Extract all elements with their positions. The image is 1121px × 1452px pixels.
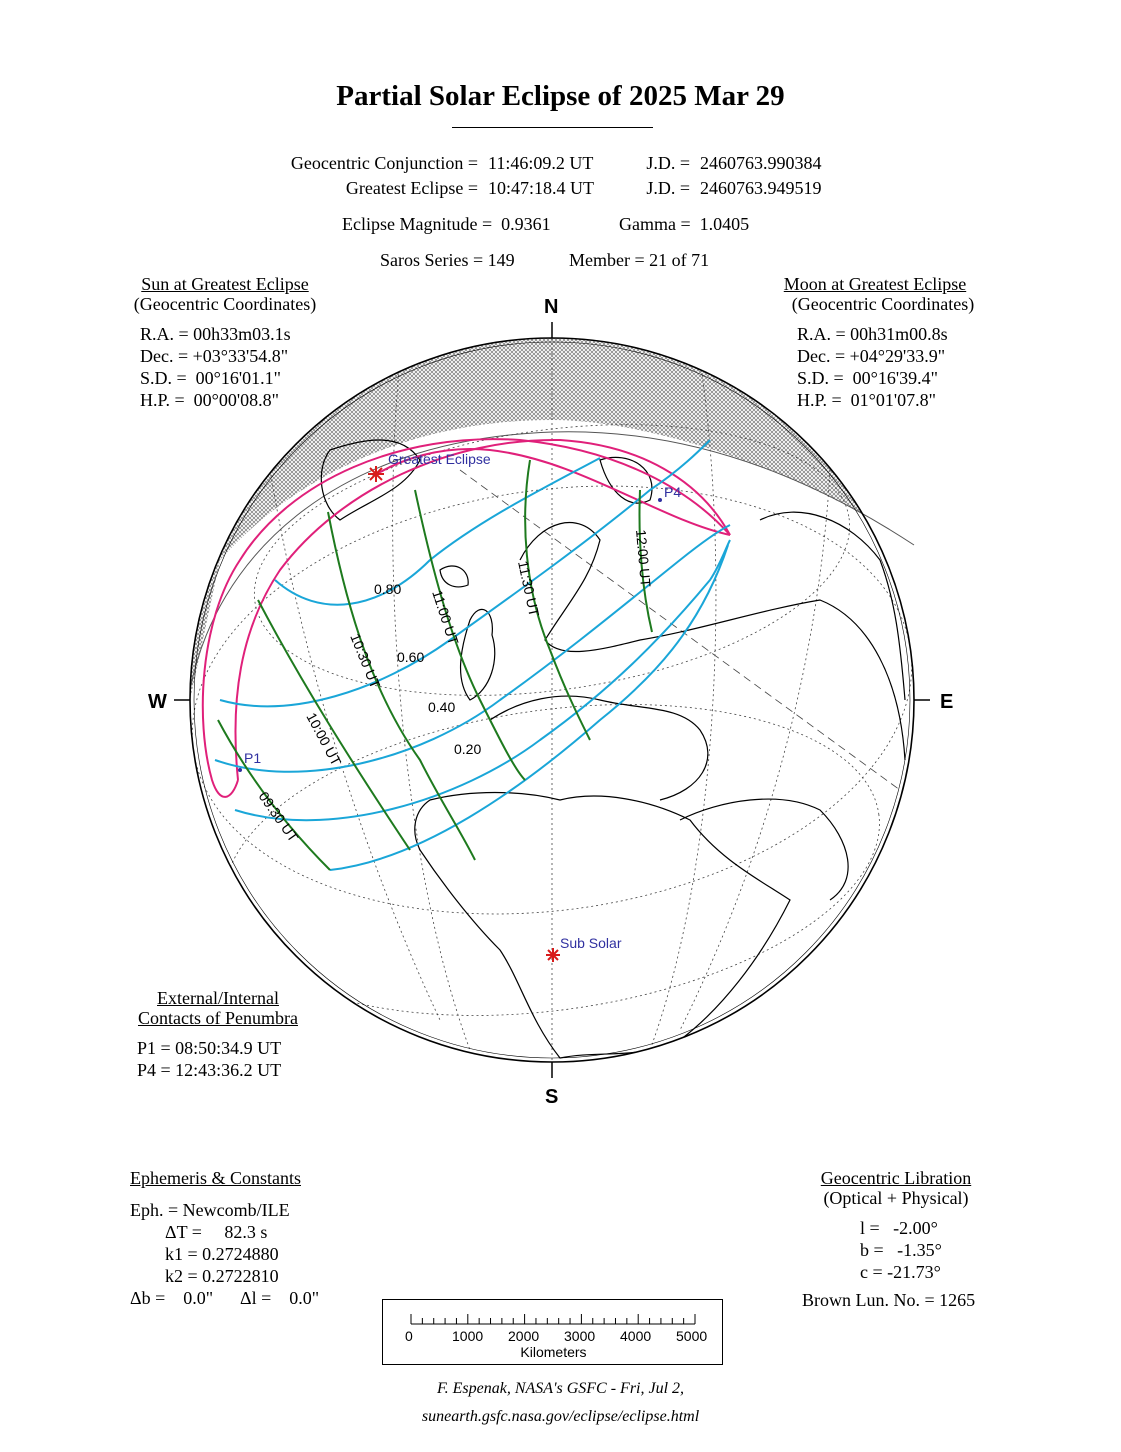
moon-dec: Dec. = +04°29'33.9" xyxy=(797,346,946,366)
ephemeris-delta-t: ΔT = 82.3 s xyxy=(165,1222,268,1242)
ephemeris-eph: Eph. = Newcomb/ILE xyxy=(130,1200,290,1220)
conjunction-jd-label: J.D. = xyxy=(646,153,690,173)
sub-solar-label: Sub Solar xyxy=(560,935,622,951)
greatest-eclipse-jd-label: J.D. = xyxy=(646,178,690,198)
sun-subheading: (Geocentric Coordinates) xyxy=(133,294,317,314)
credit-author: F. Espenak, NASA's GSFC - Fri, Jul 2, xyxy=(436,1380,685,1397)
libration-l: l = -2.00° xyxy=(860,1218,938,1238)
contacts-heading-2: Contacts of Penumbra xyxy=(138,1008,298,1028)
sun-hp: H.P. = 00°00'08.8" xyxy=(140,390,279,410)
saros-member: Member = 21 of 71 xyxy=(569,250,710,270)
magnitude-label-020: 0.20 xyxy=(454,741,482,757)
greatest-eclipse-marker xyxy=(368,466,384,482)
compass-south: S xyxy=(545,1086,559,1108)
scale-tick-5000: 5000 xyxy=(676,1328,708,1344)
p1-dot xyxy=(238,768,242,772)
moon-subheading: (Geocentric Coordinates) xyxy=(791,294,975,314)
ephemeris-k2: k2 = 0.2722810 xyxy=(165,1266,279,1286)
ephemeris-k1: k1 = 0.2724880 xyxy=(165,1244,279,1264)
sub-solar-marker xyxy=(546,948,560,962)
gamma: Gamma = 1.0405 xyxy=(619,214,750,234)
eclipse-magnitude: Eclipse Magnitude = 0.9361 xyxy=(342,214,551,234)
moon-sd: S.D. = 00°16'39.4" xyxy=(797,368,938,388)
brown-lunation-number: Brown Lun. No. = 1265 xyxy=(802,1290,976,1310)
time-label-1130: 11:30 UT xyxy=(515,559,543,618)
sun-ra: R.A. = 00h33m03.1s xyxy=(140,324,291,344)
ephemeris-delta-l: Δl = 0.0" xyxy=(240,1288,320,1308)
ephemeris-heading: Ephemeris & Constants xyxy=(130,1168,301,1188)
p4-dot xyxy=(658,498,662,502)
contacts-heading-1: External/Internal xyxy=(157,988,279,1008)
credit-url: sunearth.gsfc.nasa.gov/eclipse/eclipse.html xyxy=(421,1408,700,1425)
sun-heading: Sun at Greatest Eclipse xyxy=(141,274,309,294)
p4-label: P4 xyxy=(664,484,682,500)
contact-p1: P1 = 08:50:34.9 UT xyxy=(137,1038,282,1058)
moon-ra: R.A. = 00h31m00.8s xyxy=(797,324,948,344)
magnitude-label-060: 0.60 xyxy=(397,649,425,665)
time-label-1200: 12:00 UT xyxy=(633,528,654,588)
libration-heading: Geocentric Libration xyxy=(820,1168,972,1188)
greatest-eclipse-label: Greatest Eclipse xyxy=(388,451,491,467)
greatest-eclipse-label: Greatest Eclipse = xyxy=(345,178,478,198)
conjunction-time: 11:46:09.2 UT xyxy=(488,153,594,173)
compass-west: W xyxy=(148,691,167,713)
moon-hp: H.P. = 01°01'07.8" xyxy=(797,390,936,410)
p1-label: P1 xyxy=(244,750,262,766)
libration-subheading: (Optical + Physical) xyxy=(823,1188,969,1208)
scale-tick-3000: 3000 xyxy=(564,1328,596,1344)
scale-tick-4000: 4000 xyxy=(620,1328,652,1344)
contact-p4: P4 = 12:43:36.2 UT xyxy=(137,1060,282,1080)
ephemeris-delta-b: Δb = 0.0" xyxy=(130,1288,214,1308)
libration-b: b = -1.35° xyxy=(860,1240,942,1260)
moon-heading: Moon at Greatest Eclipse xyxy=(783,274,967,294)
time-label-1100: 11:00 UT xyxy=(429,587,462,647)
scale-tick-0: 0 xyxy=(405,1328,413,1344)
magnitude-label-040: 0.40 xyxy=(428,699,456,715)
conjunction-jd: 2460763.990384 xyxy=(700,153,822,173)
libration-c: c = -21.73° xyxy=(860,1262,941,1282)
magnitude-label-080: 0.80 xyxy=(374,581,402,597)
time-label-0930: 09:30 UT xyxy=(255,788,302,845)
conjunction-label: Geocentric Conjunction = xyxy=(290,153,478,173)
page-title: Partial Solar Eclipse of 2025 Mar 29 xyxy=(336,80,785,112)
scale-tick-1000: 1000 xyxy=(452,1328,484,1344)
time-label-1000: 10:00 UT xyxy=(303,709,345,769)
scale-tick-2000: 2000 xyxy=(508,1328,540,1344)
time-label-1030: 10:30 UT xyxy=(347,631,384,691)
compass-north: N xyxy=(544,296,559,318)
scale-bar xyxy=(382,1299,723,1365)
saros-series: Saros Series = 149 xyxy=(380,250,515,270)
greatest-eclipse-jd: 2460763.949519 xyxy=(700,178,822,198)
scale-unit: Kilometers xyxy=(520,1344,587,1360)
compass-east: E xyxy=(940,691,954,713)
sun-sd: S.D. = 00°16'01.1" xyxy=(140,368,281,388)
sun-dec: Dec. = +03°33'54.8" xyxy=(140,346,289,366)
greatest-eclipse-time: 10:47:18.4 UT xyxy=(488,178,594,198)
